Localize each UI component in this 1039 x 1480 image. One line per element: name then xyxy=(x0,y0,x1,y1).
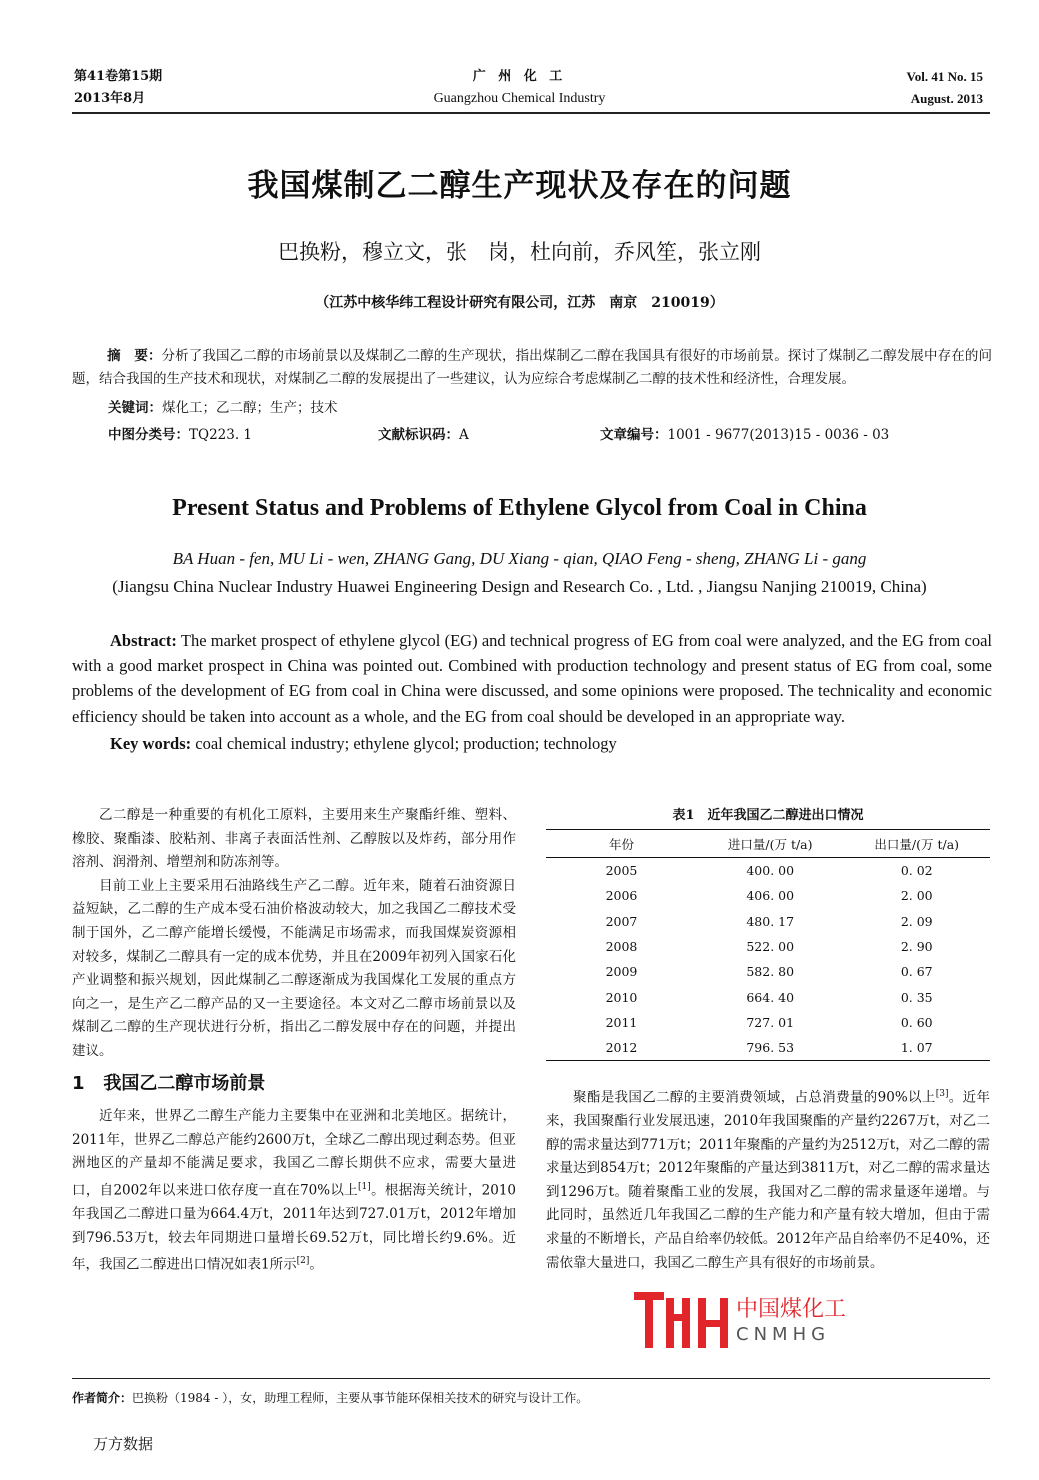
english-affiliation: (Jiangsu China Nuclear Industry Huawei Engineering Design and Research Co. , Ltd. , Jiangsu Nanjing 210019, China) xyxy=(112,577,927,596)
header-year: 年份 xyxy=(546,830,697,858)
english-abstract-label: Abstract: xyxy=(110,631,177,650)
cell-import: 664. 40 xyxy=(746,989,795,1005)
table-1 xyxy=(546,804,990,1061)
table-row xyxy=(546,883,990,908)
citation-1[interactable]: [1] xyxy=(358,1181,371,1192)
abstract-label: 摘 要： xyxy=(107,348,162,364)
right-column xyxy=(546,1083,990,1275)
cell-year: 2005 xyxy=(605,863,638,879)
left-column xyxy=(72,804,516,1277)
english-authors: BA Huan - fen, MU Li - wen, ZHANG Gang, DU Xiang - qian, QIAO Feng - sheng, ZHANG Li - gang xyxy=(172,549,867,568)
table-row xyxy=(546,1010,990,1035)
doc-code-label: 文献标识码： xyxy=(378,427,459,443)
english-abstract xyxy=(72,628,992,756)
cnmhg-watermark-logo xyxy=(632,1290,862,1352)
intro-paragraph-1: 乙二醇是一种重要的有机化工原料，主要用来生产聚酯纤维、塑料、橡胶、聚酯漆、胶粘剂、非离子表面活性剂、乙醇胺以及炸药，部分用作溶剂、润滑剂、增塑剂和防冻剂等。 xyxy=(72,807,516,871)
english-title: Present Status and Problems of Ethylene Glycol from Coal in China xyxy=(172,495,867,521)
citation-3[interactable]: [3] xyxy=(935,1089,949,1099)
footnote-text: 巴换粉（1984 - ），女，助理工程师，主要从事节能环保相关技术的研究与设计工作。 xyxy=(132,1391,589,1405)
section-title: 我国乙二醇市场前景 xyxy=(103,1072,266,1094)
cell-import: 727. 01 xyxy=(746,1014,795,1030)
cell-year: 2010 xyxy=(605,989,638,1005)
table-caption: 表1 近年我国乙二醇进出口情况 xyxy=(672,808,864,823)
consumption-paragraph: 聚酯是我国乙二醇的主要消费领域，占总消费量的90%以上[3]。近年来，我国聚酯行业发展迅速，2010年我国聚酯的产量约2267万t，对乙二醇的需求量达到771万t；2011年聚酯的产量约为2512万t，对乙二醇的需求量达到854万t；2012年聚酯的产量达到3811万t，对乙二醇的需求量达到1296万t。随着聚酯工业的发展，我国对乙二醇的需求量逐年递增。与此同时，虽然近几年我国乙二醇的生产能力和产量有较大增加，但由于需求量的不断增长，产品自给率仍较低。2012年产品自给率仍不足40%，还需依靠大量进口，我国乙二醇生产具有很好的市场前景。 xyxy=(546,1089,990,1271)
article-no-value: 1001 - 9677(2013)15 - 0036 - 03 xyxy=(667,427,890,443)
cell-export: 2. 09 xyxy=(900,913,933,929)
tmh-logo-icon xyxy=(632,1290,732,1352)
cell-export: 0. 02 xyxy=(900,863,933,879)
section-1-paragraph: 近年来，世界乙二醇生产能力主要集中在亚洲和北美地区。据统计，2011年，世界乙二醇总产能约2600万t，全球乙二醇出现过剩态势。但亚洲地区的产量却不能满足要求，我国乙二醇长期供不应求，需要大量进口，自2002年以来进口依存度一直在70%以上[1]。根据海关统计，2010年我国乙二醇进口量为664.4万t，2011年达到727.01万t，2012年增加到796.53万t，较去年同期进口量增长69.52万t，同比增长约9.6%。近年，我国乙二醇进出口情况如表1所示[2]。 xyxy=(72,1108,516,1273)
footnote-label: 作者简介： xyxy=(72,1391,133,1405)
cell-export: 1. 07 xyxy=(843,1035,990,1061)
cell-import: 400. 00 xyxy=(746,863,795,879)
source-mark: 万方数据 xyxy=(93,1435,154,1453)
table-row xyxy=(546,909,990,934)
header-rule xyxy=(72,112,990,114)
cell-import: 406. 00 xyxy=(746,888,795,904)
chinese-abstract xyxy=(72,345,992,450)
keywords-text: 煤化工；乙二醇；生产；技术 xyxy=(162,400,338,416)
affiliation: （江苏中核华纬工程设计研究有限公司，江苏 南京 210019） xyxy=(315,295,724,311)
cell-export: 2. 00 xyxy=(900,888,933,904)
cell-year: 2009 xyxy=(605,964,638,980)
abstract-text: 分析了我国乙二醇的市场前景以及煤制乙二醇的生产现状，指出煤制乙二醇在我国具有很好的市场前景。探讨了煤制乙二醇发展中存在的问题，结合我国的生产技术和现状，对煤制乙二醇的发展提出了一些建议，认为应综合考虑煤制乙二醇的技术性和经济性，合理发展。 xyxy=(72,348,993,387)
author-list: 巴换粉，穆立文，张 岗，杜向前，乔风笙，张立刚 xyxy=(278,240,761,264)
cell-export: 0. 35 xyxy=(900,989,933,1005)
header-import: 进口量/(万 t/a) xyxy=(697,830,844,858)
doc-code-value: A xyxy=(459,427,469,443)
table-row xyxy=(546,1035,990,1061)
table-row xyxy=(546,934,990,959)
footnote-rule xyxy=(72,1378,990,1379)
citation-2[interactable]: [2] xyxy=(296,1256,310,1267)
english-keywords-label: Key words: xyxy=(110,733,192,753)
table-row xyxy=(546,858,990,884)
cell-year: 2011 xyxy=(605,1014,638,1030)
english-keywords-text: coal chemical industry; ethylene glycol; production; technology xyxy=(195,733,617,753)
table-header-row xyxy=(546,830,990,858)
cell-import: 796. 53 xyxy=(697,1035,844,1061)
journal-volume: Vol. 41 No. 15 August. 2013 xyxy=(906,69,983,106)
cell-year: 2012 xyxy=(546,1035,697,1061)
section-number: 1 xyxy=(72,1072,85,1094)
cell-import: 522. 00 xyxy=(746,939,795,955)
cell-year: 2007 xyxy=(605,913,638,929)
cell-year: 2008 xyxy=(605,939,638,955)
cell-export: 2. 90 xyxy=(900,939,933,955)
watermark-cn: 中国煤化工 xyxy=(736,1297,847,1322)
cell-import: 480. 17 xyxy=(746,913,795,929)
article-no-label: 文章编号： xyxy=(600,427,668,443)
keywords-label: 关键词： xyxy=(108,400,162,416)
import-export-table xyxy=(546,829,990,1061)
cell-export: 0. 60 xyxy=(900,1014,933,1030)
article-title: 我国煤制乙二醇生产现状及存在的问题 xyxy=(247,168,792,204)
journal-name: 广 州 化 工 Guangzhou Chemical Industry xyxy=(433,69,606,106)
intro-paragraph-2: 目前工业上主要采用石油路线生产乙二醇。近年来，随着石油资源日益短缺，乙二醇的生产成本受石油价格波动较大，加之我国乙二醇技术受制于国外，乙二醇产能增长缓慢，不能满足市场需求，而我国煤炭资源相对较多，煤制乙二醇具有一定的成本优势，并且在2009年初列入国家石化产业调整和振兴规划，因此煤制乙二醇逐渐成为我国煤化工发展的重点方向之一，是生产乙二醇产品的又一主要途径。本文对乙二醇市场前景以及煤制乙二醇的生产现状进行分析，指出乙二醇发展中存在的问题，并提出建议。 xyxy=(72,877,516,1059)
table-row xyxy=(546,959,990,984)
english-abstract-text: The market prospect of ethylene glycol (EG) and technical progress of EG from coal were analyzed, and the EG from coal with a good market prospect in China was pointed out. Combined with production technology and present status of EG from coal, some problems of the development of EG from coal in China were discussed, and some opinions were proposed. The technicality and economic efficiency should be taken into account as a whole, and the EG from coal should be developed in an appropriate way. xyxy=(72,631,992,726)
cell-year: 2006 xyxy=(605,888,638,904)
classification-line xyxy=(72,424,992,450)
journal-issue: 第41卷第15期 2013年8月 xyxy=(74,69,163,106)
section-heading-1 xyxy=(72,1072,516,1096)
watermark-en: CNMHG xyxy=(736,1324,831,1345)
header-export: 出口量/(万 t/a) xyxy=(843,830,990,858)
author-footnote xyxy=(72,1389,588,1406)
cell-export: 0. 67 xyxy=(900,964,933,980)
table-row xyxy=(546,984,990,1009)
clc-label: 中图分类号： xyxy=(108,427,189,443)
clc-value: TQ223. 1 xyxy=(189,427,253,443)
cell-import: 582. 80 xyxy=(746,964,795,980)
